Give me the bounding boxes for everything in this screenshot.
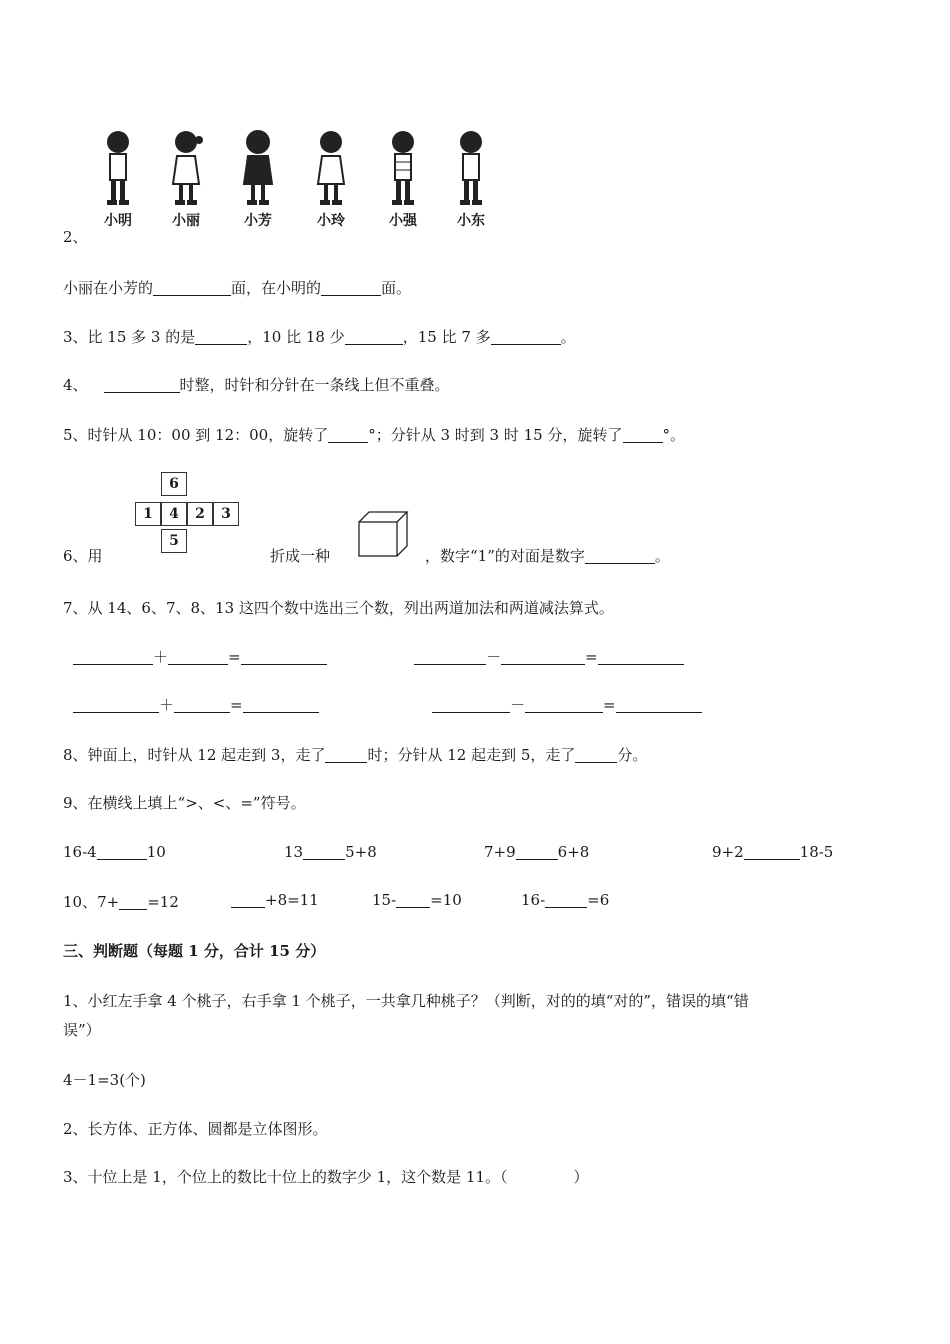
net-cell: 6 <box>161 472 187 496</box>
plus-sign: ＋ <box>153 648 169 666</box>
q9-left: 16-4 <box>63 843 97 861</box>
answer-blank[interactable] <box>241 649 327 665</box>
q10-post: +8=11 <box>265 891 319 909</box>
child-name: 小强 <box>389 213 417 229</box>
net-cell: 1 <box>135 502 161 526</box>
answer-blank[interactable] <box>585 548 655 564</box>
q4-part: 时整，时针和分针在一条线上但不重叠。 <box>179 376 450 394</box>
q9-item <box>484 843 589 861</box>
answer-blank[interactable] <box>516 844 558 860</box>
answer-blank[interactable] <box>104 377 180 393</box>
q3-part: ，15 比 7 多 <box>402 328 491 346</box>
q7-equation-add-2 <box>73 694 319 715</box>
answer-blank[interactable] <box>174 697 230 713</box>
q6-part: ，数字“1”的对面是数字 <box>425 547 585 565</box>
answer-blank[interactable] <box>328 427 368 443</box>
q10-pre: 10、7+ <box>63 893 120 911</box>
net-cell: 5 <box>161 529 187 553</box>
net-cell: 2 <box>187 502 213 526</box>
answer-blank[interactable] <box>744 844 800 860</box>
answer-blank[interactable] <box>598 649 684 665</box>
answer-blank[interactable] <box>545 892 587 908</box>
s3-q3-close: ） <box>573 1168 589 1186</box>
q4-text <box>63 374 450 395</box>
q3-part: ，10 比 18 少 <box>247 328 345 346</box>
q9-right: 5+8 <box>345 843 377 861</box>
answer-blank[interactable] <box>303 844 345 860</box>
q10-item <box>63 891 179 912</box>
q8-part: 时；分针从 12 起走到 5，走了 <box>367 746 576 764</box>
child-name: 小芳 <box>244 213 272 229</box>
q8-part: 8、钟面上，时针从 12 起走到 3，走了 <box>63 746 326 764</box>
q3-part: 3、比 15 多 3 的是 <box>63 328 196 346</box>
answer-blank[interactable] <box>525 697 603 713</box>
answer-blank[interactable] <box>501 649 585 665</box>
minus-sign: － <box>510 696 526 714</box>
q9-text: 9、在横线上填上“>、<、=”符号。 <box>63 794 306 812</box>
answer-blank[interactable] <box>97 844 147 860</box>
equals-sign: = <box>228 648 241 666</box>
q10-item <box>372 891 462 909</box>
boy-figure-icon <box>448 128 494 208</box>
q9-right: 6+8 <box>557 843 590 861</box>
girl-figure-icon <box>235 128 281 208</box>
equals-sign: = <box>603 696 616 714</box>
answer-blank[interactable] <box>321 280 381 296</box>
q9-right: 18-5 <box>799 843 834 861</box>
q10-post: =10 <box>430 891 462 909</box>
plus-sign: ＋ <box>159 696 175 714</box>
q10-pre: 15- <box>372 891 397 909</box>
q9-left: 7+9 <box>484 843 516 861</box>
girl-figure-icon <box>163 128 209 208</box>
child-name: 小丽 <box>172 213 200 229</box>
answer-blank[interactable] <box>153 280 231 296</box>
s3-q1-line1: 1、小红左手拿 4 个桃子，右手拿 1 个桃子，一共拿几种桃子？（判断，对的的填“对的”，错误的填“错 <box>63 992 749 1010</box>
cube-net-diagram <box>133 472 245 554</box>
q2-text <box>63 277 411 298</box>
q5-part: 5、时针从 10：00 到 12：00，旋转了 <box>63 426 329 444</box>
answer-blank[interactable] <box>491 329 561 345</box>
answer-blank[interactable] <box>345 329 403 345</box>
boy-figure-icon <box>95 128 141 208</box>
q10-post: =12 <box>147 893 179 911</box>
answer-blank[interactable] <box>623 427 663 443</box>
q5-text <box>63 424 685 445</box>
answer-blank[interactable] <box>231 892 265 908</box>
net-cell: 3 <box>213 502 239 526</box>
q6-part: 。 <box>654 547 670 565</box>
answer-blank[interactable] <box>73 697 159 713</box>
net-cell: 4 <box>161 502 187 526</box>
s3-q3-text: 3、十位上是 1，个位上的数比十位上的数字少 1，这个数是 11。（ <box>63 1168 508 1186</box>
q5-part: °。 <box>662 426 686 444</box>
q9-right: 10 <box>146 843 166 861</box>
s3-q1-line2: 误”） <box>63 1021 101 1039</box>
answer-blank[interactable] <box>325 747 367 763</box>
child-name: 小玲 <box>317 213 345 229</box>
q7-equation-add-1 <box>73 646 327 667</box>
cube-icon <box>357 510 409 558</box>
q9-item <box>712 843 833 861</box>
answer-blank[interactable] <box>243 697 319 713</box>
equals-sign: = <box>585 648 598 666</box>
equals-sign: = <box>230 696 243 714</box>
q2-text-b: 面，在小明的 <box>231 279 322 297</box>
girl-figure-icon <box>308 128 354 208</box>
q7-equation-sub-2 <box>432 694 702 715</box>
q2-number: 2、 <box>63 228 88 246</box>
q5-part: °；分针从 3 时到 3 时 15 分，旋转了 <box>368 426 623 444</box>
answer-blank[interactable] <box>119 894 147 910</box>
q8-part: 分。 <box>617 746 648 764</box>
minus-sign: － <box>486 648 502 666</box>
answer-blank[interactable] <box>195 329 247 345</box>
boy-figure-icon <box>380 128 426 208</box>
s3-q3 <box>63 1166 589 1187</box>
child-name: 小明 <box>104 213 132 229</box>
answer-blank[interactable] <box>73 649 153 665</box>
answer-blank[interactable] <box>396 892 430 908</box>
answer-blank[interactable] <box>432 697 510 713</box>
q6-a: 6、用 <box>63 547 103 565</box>
answer-blank[interactable] <box>575 747 617 763</box>
s3-q1-answer: 4－1=3(个) <box>63 1071 146 1089</box>
q4-number: 4、 <box>63 376 88 394</box>
q2-text-c: 面。 <box>381 279 412 297</box>
q2-text-a: 小丽在小芳的 <box>63 279 154 297</box>
q6-c <box>425 545 670 566</box>
q9-left: 9+2 <box>712 843 744 861</box>
q9-left: 13 <box>284 843 304 861</box>
q10-item <box>521 891 609 909</box>
q10-pre: 16- <box>521 891 546 909</box>
answer-blank[interactable] <box>616 697 702 713</box>
q10-item <box>231 891 319 909</box>
q7-equation-sub-1 <box>414 646 684 667</box>
child-name: 小东 <box>457 213 485 229</box>
q9-item <box>63 843 166 861</box>
q6-b: 折成一种 <box>270 547 331 565</box>
answer-blank[interactable] <box>414 649 486 665</box>
q10-post: =6 <box>587 891 610 909</box>
q9-item <box>284 843 377 861</box>
answer-blank[interactable] <box>168 649 228 665</box>
q3-text <box>63 326 576 347</box>
q7-text: 7、从 14、6、7、8、13 这四个数中选出三个数，列出两道加法和两道减法算式。 <box>63 599 614 617</box>
q3-part: 。 <box>560 328 576 346</box>
section-title: 三、判断题（每题 1 分，合计 15 分） <box>63 942 326 960</box>
q8-text <box>63 744 647 765</box>
s3-q2: 2、长方体、正方体、圆都是立体图形。 <box>63 1120 328 1138</box>
